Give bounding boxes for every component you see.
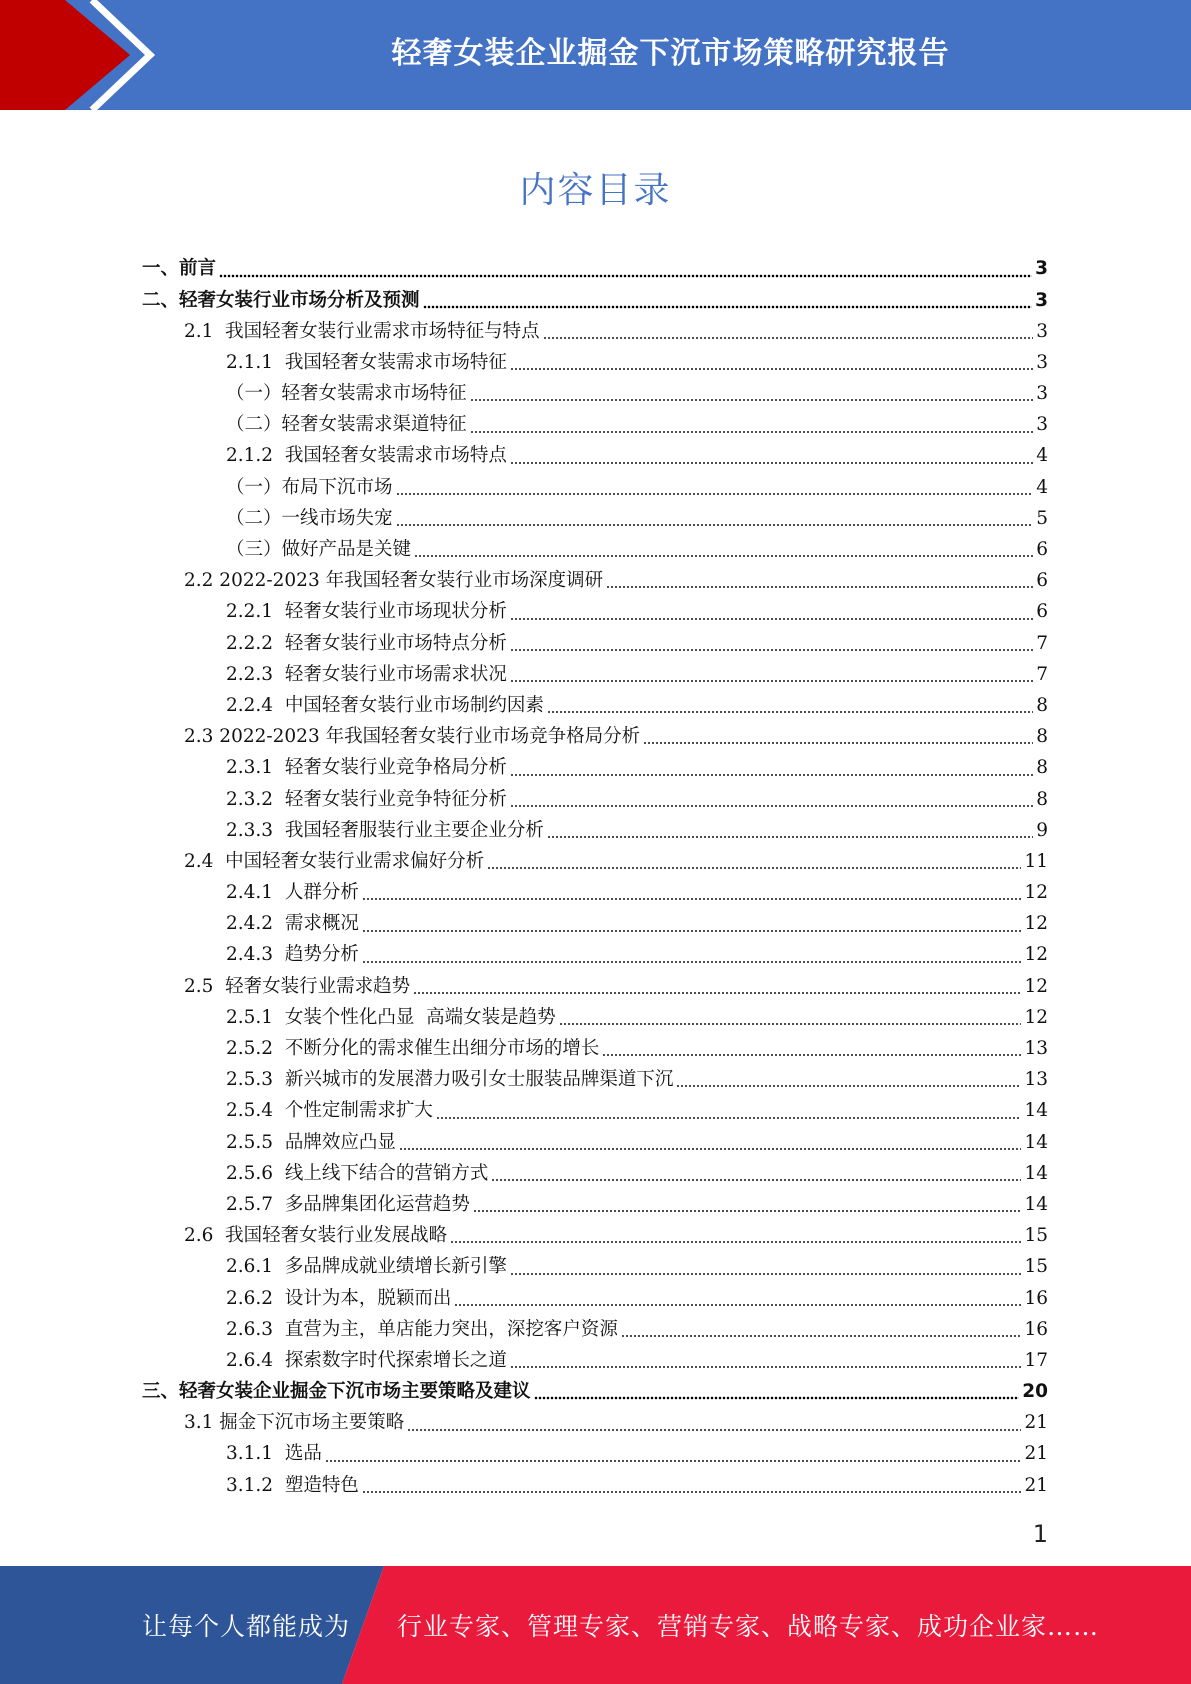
toc-dot-leader [219, 274, 1032, 278]
toc-entry-page: 3 [1036, 320, 1048, 342]
toc-entry-label: （三）做好产品是关键 [226, 539, 412, 561]
toc-entry-label: 2.4.2 需求概况 [226, 913, 359, 935]
toc-entry-page: 15 [1024, 1225, 1048, 1247]
toc-dot-leader [362, 929, 1022, 933]
toc-entry-page: 16 [1024, 1287, 1048, 1309]
toc-dot-leader [543, 336, 1034, 340]
toc-entry-page: 7 [1036, 663, 1048, 685]
toc-entry[interactable] [142, 753, 1048, 784]
toc-entry[interactable] [142, 1190, 1048, 1221]
toc-entry-page: 15 [1024, 1256, 1048, 1278]
toc-entry-label: 2.5.7 多品牌集团化运营趋势 [226, 1193, 470, 1215]
toc-entry[interactable] [142, 1283, 1048, 1314]
toc-entry-page: 4 [1036, 445, 1048, 467]
toc-dot-leader [602, 1053, 1021, 1057]
toc-dot-leader [534, 1396, 1020, 1400]
toc-entry-label: 2.2.4 中国轻奢女装行业市场制约因素 [226, 694, 544, 716]
toc-dot-leader [396, 523, 1034, 527]
toc-entry[interactable] [142, 316, 1048, 347]
toc-entry-label: 2.3 2022-2023 年我国轻奢女装行业市场竞争格局分析 [184, 726, 641, 748]
toc-dot-leader [470, 430, 1034, 434]
toc-dot-leader [491, 1178, 1021, 1182]
toc-entry-page: 8 [1036, 788, 1048, 810]
toc-dot-leader [676, 1084, 1021, 1088]
toc-entry-label: 2.2 2022-2023 年我国轻奢女装行业市场深度调研 [184, 570, 604, 592]
toc-dot-leader [362, 1490, 1022, 1494]
toc-entry-label: 2.6.2 设计为本，脱颖而出 [226, 1287, 452, 1309]
toc-entry-page: 7 [1036, 632, 1048, 654]
page-header [0, 0, 1191, 110]
toc-entry-label: （一）布局下沉市场 [226, 476, 393, 498]
toc-entry[interactable] [142, 1408, 1048, 1439]
toc-entry[interactable] [142, 1158, 1048, 1189]
toc-entry-page: 3 [1035, 289, 1048, 311]
toc-entry-label: （一）轻奢女装需求市场特征 [226, 383, 467, 405]
toc-entry[interactable] [142, 1439, 1048, 1470]
toc-dot-leader [470, 398, 1034, 402]
toc-entry-label: 2.1.1 我国轻奢女装需求市场特征 [226, 351, 507, 373]
toc-dot-leader [643, 741, 1033, 745]
toc-entry-label: 2.1 我国轻奢女装行业需求市场特征与特点 [184, 320, 540, 342]
toc-dot-leader [414, 554, 1033, 558]
toc-entry-label: 2.6 我国轻奢女装行业发展战略 [184, 1225, 448, 1247]
page-footer [0, 1566, 1191, 1684]
toc-dot-leader [413, 991, 1021, 995]
toc-entry-label: 2.5.1 女装个性化凸显 高端女装是趋势 [226, 1006, 556, 1028]
toc-entry[interactable] [142, 1034, 1048, 1065]
toc-dot-leader [547, 835, 1033, 839]
toc-dot-leader [606, 585, 1033, 589]
toc-entry-label: 一、前言 [142, 258, 217, 280]
toc-dot-leader [362, 960, 1022, 964]
toc-entry-page: 5 [1036, 507, 1048, 529]
header-chevron-graphic [0, 0, 160, 110]
toc-entry[interactable] [142, 1003, 1048, 1034]
toc-entry-page: 3 [1035, 258, 1048, 280]
toc-dot-leader [621, 1334, 1022, 1338]
report-title: 轻奢女装企业掘金下沉市场策略研究报告 [391, 36, 950, 71]
toc-entry[interactable] [142, 1314, 1048, 1345]
toc-entry-page: 21 [1024, 1474, 1048, 1496]
toc-entry-label: 2.3.1 轻奢女装行业竞争格局分析 [226, 757, 507, 779]
toc-entry[interactable] [142, 1221, 1048, 1252]
toc-entry-label: 二、轻奢女装行业市场分析及预测 [142, 289, 420, 311]
toc-entry-label: 三、轻奢女装企业掘金下沉市场主要策略及建议 [142, 1381, 531, 1403]
toc-entry-page: 12 [1024, 975, 1048, 997]
toc-entry[interactable] [142, 285, 1048, 316]
toc-entry-page: 8 [1036, 694, 1048, 716]
toc-heading: 内容目录 [519, 170, 672, 211]
toc-entry[interactable] [142, 535, 1048, 566]
toc-entry-page: 6 [1036, 601, 1048, 623]
toc-entry-page: 17 [1024, 1349, 1048, 1371]
toc-entry-label: 2.2.3 轻奢女装行业市场需求状况 [226, 663, 507, 685]
toc-entry-label: 2.2.1 轻奢女装行业市场现状分析 [226, 601, 507, 623]
toc-entry-page: 14 [1024, 1162, 1048, 1184]
toc-entry[interactable] [142, 1377, 1048, 1408]
toc-dot-leader [436, 1116, 1022, 1120]
toc-entry[interactable] [142, 1252, 1048, 1283]
toc-entry-page: 3 [1036, 351, 1048, 373]
toc-entry[interactable] [142, 940, 1048, 971]
toc-entry[interactable] [142, 1065, 1048, 1096]
toc-entry[interactable] [142, 1096, 1048, 1127]
toc-entry-label: 2.5 轻奢女装行业需求趋势 [184, 975, 411, 997]
footer-slogan-right: 行业专家、管理专家、营销专家、战略专家、成功企业家…… [397, 1612, 1100, 1641]
toc-entry[interactable] [142, 909, 1048, 940]
toc-entry-label: 3.1.1 选品 [226, 1443, 322, 1465]
toc-dot-leader [325, 1459, 1022, 1463]
toc-dot-leader [510, 367, 1033, 371]
toc-entry[interactable] [142, 254, 1048, 285]
toc-entry[interactable] [142, 472, 1048, 503]
toc-entry-label: 2.4 中国轻奢女装行业需求偏好分析 [184, 850, 485, 872]
toc-entry[interactable] [142, 691, 1048, 722]
toc-entry-page: 12 [1024, 944, 1048, 966]
toc-entry-label: 2.5.2 不断分化的需求催生出细分市场的增长 [226, 1038, 600, 1060]
toc-entry-page: 4 [1036, 476, 1048, 498]
toc-dot-leader [510, 648, 1033, 652]
toc-entry[interactable] [142, 1346, 1048, 1377]
toc-entry-label: 2.4.1 人群分析 [226, 882, 359, 904]
toc-entry[interactable] [142, 504, 1048, 535]
toc-entry[interactable] [142, 597, 1048, 628]
toc-entry-page: 11 [1024, 850, 1048, 872]
toc-entry[interactable] [142, 1470, 1048, 1501]
toc-entry[interactable] [142, 441, 1048, 472]
toc-entry-page: 12 [1024, 913, 1048, 935]
toc-entry[interactable] [142, 878, 1048, 909]
toc-entry-label: 2.5.6 线上线下结合的营销方式 [226, 1162, 489, 1184]
toc-entry-label: 2.6.1 多品牌成就业绩增长新引擎 [226, 1256, 507, 1278]
toc-dot-leader [423, 305, 1033, 309]
toc-entry[interactable] [142, 1127, 1048, 1158]
toc-entry-label: 2.6.4 探索数字时代探索增长之道 [226, 1349, 507, 1371]
toc-entry-page: 13 [1024, 1069, 1048, 1091]
toc-entry-page: 12 [1024, 1006, 1048, 1028]
toc-entry-label: （二）轻奢女装需求渠道特征 [226, 414, 467, 436]
footer-slogan-left: 让每个人都能成为 [142, 1612, 351, 1641]
toc-entry[interactable] [142, 784, 1048, 815]
toc-entry-page: 6 [1036, 570, 1048, 592]
toc-dot-leader [399, 1147, 1022, 1151]
toc-entry-page: 6 [1036, 539, 1048, 561]
toc-entry-page: 12 [1024, 882, 1048, 904]
toc-dot-leader [510, 804, 1033, 808]
toc-entry[interactable] [142, 348, 1048, 379]
toc-entry[interactable] [142, 815, 1048, 846]
toc-dot-leader [559, 1022, 1022, 1026]
toc-entry-label: 3.1.2 塑造特色 [226, 1474, 359, 1496]
toc-entry-label: 2.5.4 个性定制需求扩大 [226, 1100, 433, 1122]
toc-dot-leader [510, 1365, 1022, 1369]
toc-entry-label: 2.5.3 新兴城市的发展潜力吸引女士服装品牌渠道下沉 [226, 1069, 674, 1091]
toc-dot-leader [487, 866, 1021, 870]
toc-entry-page: 20 [1022, 1381, 1048, 1403]
toc-entry-page: 16 [1024, 1318, 1048, 1340]
toc-entry-label: （二）一线市场失宠 [226, 507, 393, 529]
toc-entry[interactable] [142, 628, 1048, 659]
toc-entry-label: 2.3.2 轻奢女装行业竞争特征分析 [226, 788, 507, 810]
toc-entry[interactable] [142, 971, 1048, 1002]
toc-entry-label: 2.2.2 轻奢女装行业市场特点分析 [226, 632, 507, 654]
toc-dot-leader [450, 1240, 1021, 1244]
table-of-contents [142, 254, 1048, 1502]
page-number: 1 [1032, 1520, 1048, 1548]
toc-entry-label: 2.6.3 直营为主，单店能力突出，深挖客户资源 [226, 1318, 618, 1340]
toc-entry-page: 3 [1036, 414, 1048, 436]
toc-entry[interactable] [142, 566, 1048, 597]
toc-entry-page: 21 [1024, 1412, 1048, 1434]
toc-entry-label: 2.4.3 趋势分析 [226, 944, 359, 966]
toc-entry-page: 8 [1036, 726, 1048, 748]
toc-entry[interactable] [142, 379, 1048, 410]
toc-dot-leader [510, 461, 1033, 465]
toc-entry-label: 2.5.5 品牌效应凸显 [226, 1131, 396, 1153]
toc-dot-leader [407, 1428, 1021, 1432]
toc-entry-page: 8 [1036, 757, 1048, 779]
toc-entry-label: 2.3.3 我国轻奢服装行业主要企业分析 [226, 819, 544, 841]
toc-entry-label: 3.1 掘金下沉市场主要策略 [184, 1412, 405, 1434]
toc-dot-leader [510, 679, 1033, 683]
toc-dot-leader [510, 1272, 1022, 1276]
toc-dot-leader [510, 773, 1033, 777]
toc-dot-leader [362, 897, 1022, 901]
toc-dot-leader [454, 1303, 1021, 1307]
toc-dot-leader [396, 492, 1034, 496]
toc-entry[interactable] [142, 410, 1048, 441]
toc-entry-label: 2.1.2 我国轻奢女装需求市场特点 [226, 445, 507, 467]
toc-entry[interactable] [142, 847, 1048, 878]
toc-entry-page: 13 [1024, 1038, 1048, 1060]
toc-dot-leader [547, 710, 1033, 714]
toc-entry-page: 21 [1024, 1443, 1048, 1465]
toc-entry-page: 3 [1036, 383, 1048, 405]
toc-entry-page: 14 [1024, 1193, 1048, 1215]
toc-entry-page: 9 [1036, 819, 1048, 841]
toc-dot-leader [473, 1209, 1022, 1213]
toc-entry-page: 14 [1024, 1100, 1048, 1122]
toc-entry[interactable] [142, 659, 1048, 690]
toc-entry-page: 14 [1024, 1131, 1048, 1153]
toc-dot-leader [510, 617, 1033, 621]
toc-entry[interactable] [142, 722, 1048, 753]
